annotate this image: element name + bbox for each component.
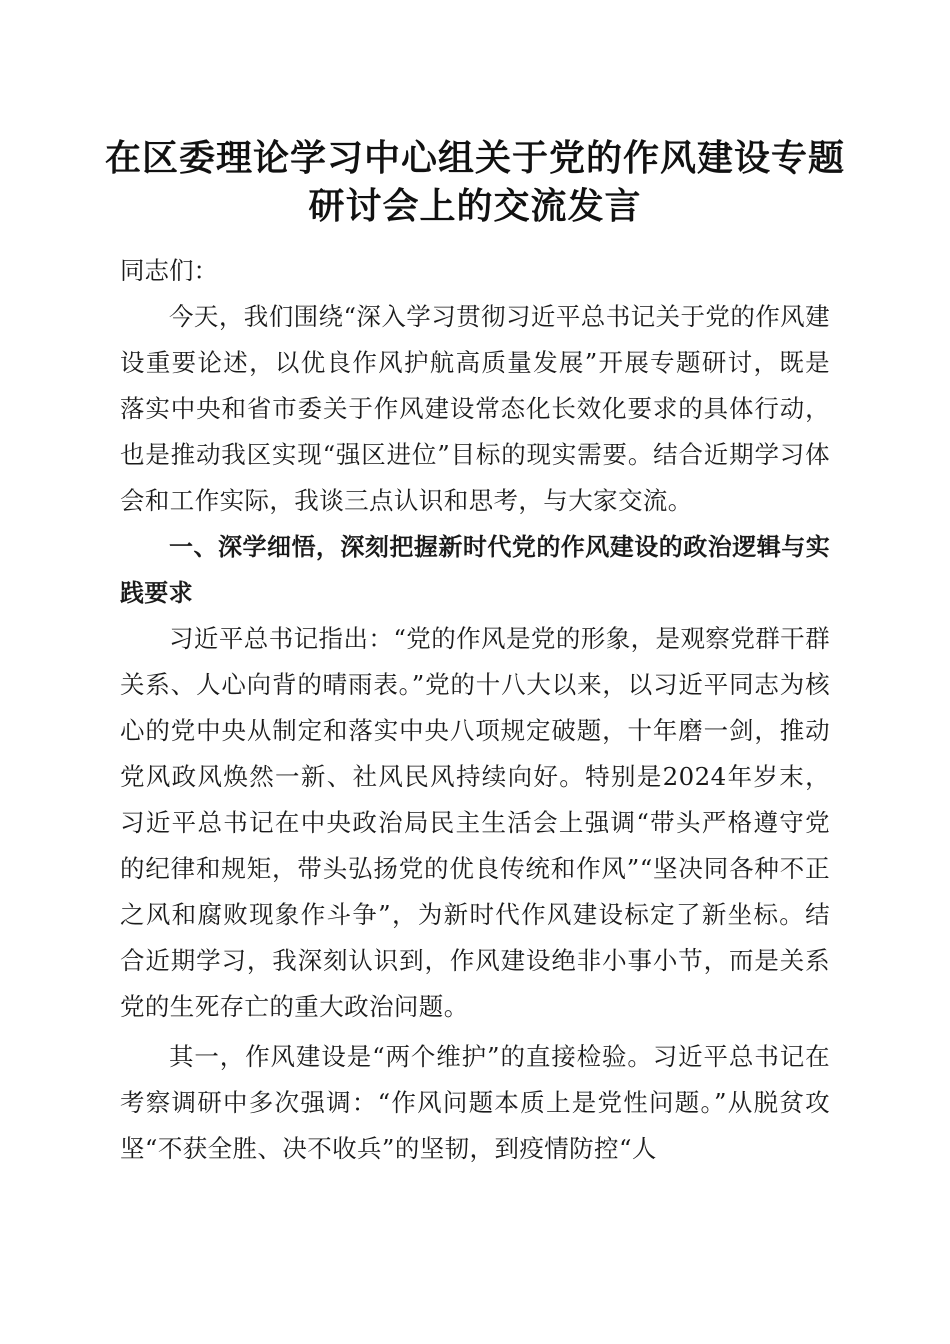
intro-paragraph: 今天，我们围绕“深入学习贯彻习近平总书记关于党的作风建设重要论述，以优良作风护航高质量发展”开展专题研讨，既是落实中央和省市委关于作风建设常态化长效化要求的具体行动，也是推动我区实现“强区进位”目标的现实需要。结合近期学习体会和工作实际，我谈三点认识和思考，与大家交流。 [120, 302, 830, 515]
document-title-line-1: 在区委理论学习中心组关于党的作风建设专题 [104, 137, 845, 179]
document-title-line-2: 研讨会上的交流发言 [308, 185, 642, 227]
body-paragraph-1: 习近平总书记指出：“党的作风是党的形象，是观察党群干群关系、人心向背的晴雨表。”党的十八大以来，以习近平同志为核心的党中央从制定和落实中央八项规定破题，十年磨一剑，推动党风政风焕然一新、社风民风持续向好。特别是2024年岁末，习近平总书记在中央政治局民主生活会上强调“带头严格遵守党的纪律和规矩，带头弘扬党的优良传统和作风”“坚决同各种不正之风和腐败现象作斗争”，为新时代作风建设标定了新坐标。结合近期学习，我深刻认识到，作风建设绝非小事小节，而是关系党的生死存亡的重大政治问题。 [120, 624, 830, 1021]
document-body [120, 248, 830, 1172]
section-heading-1: 一、深学细悟，深刻把握新时代党的作风建设的政治逻辑与实践要求 [120, 533, 830, 607]
body-paragraph-2: 其一，作风建设是“两个维护”的直接检验。习近平总书记在考察调研中多次强调：“作风问题本质上是党性问题。”从脱贫攻坚“不获全胜、决不收兵”的坚韧，到疫情防控“人 [120, 1042, 830, 1163]
salutation: 同志们： [120, 256, 218, 285]
